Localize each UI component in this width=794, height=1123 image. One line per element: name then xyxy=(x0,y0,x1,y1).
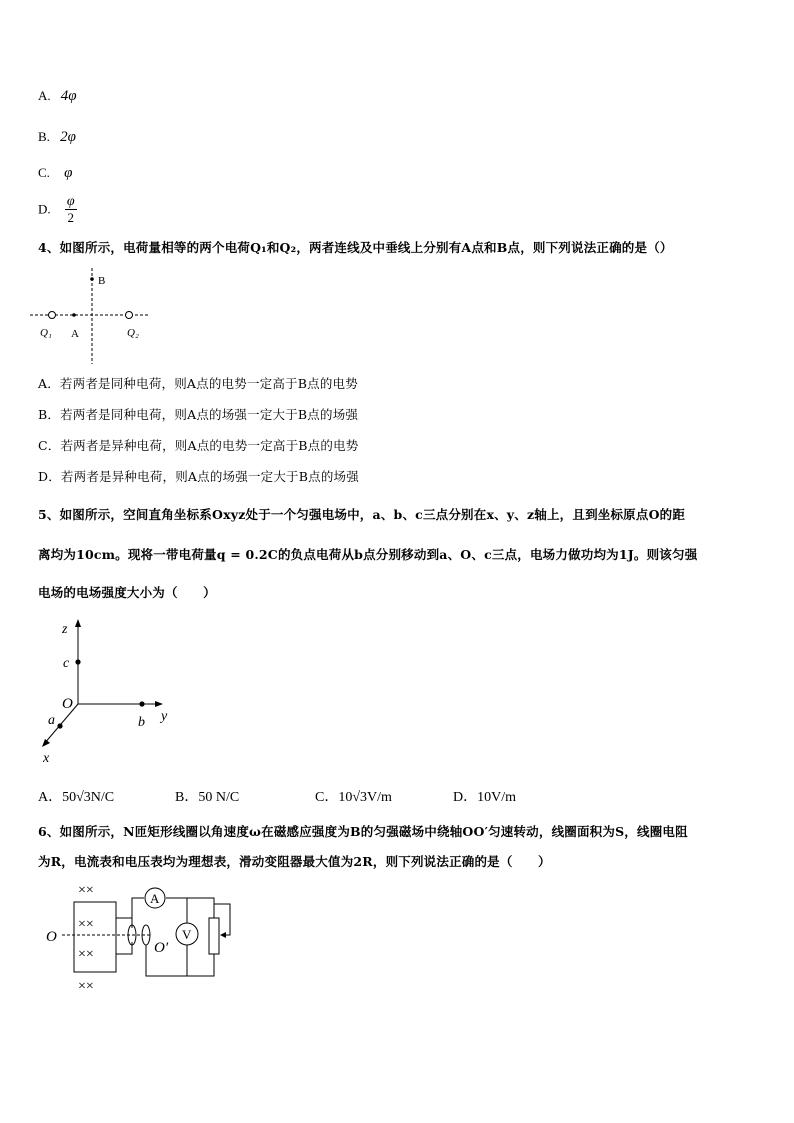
q6-line2: 为R，电流表和电压表均为理想表，滑动变阻器最大值为2R，则下列说法正确的是（ ） xyxy=(38,854,551,869)
label-q2: Q₂ xyxy=(127,327,139,339)
option-letter: C. xyxy=(38,165,50,180)
charge-q1 xyxy=(49,312,56,319)
q5-axes-figure xyxy=(36,616,186,766)
option-letter: C． xyxy=(315,790,339,805)
option-letter: B. xyxy=(38,129,50,144)
option-value: 10V/m xyxy=(477,790,517,805)
q4-figure xyxy=(30,268,160,368)
charge-q2 xyxy=(126,312,133,319)
q5-option-c xyxy=(315,786,392,806)
option-value: 10√3V/m xyxy=(338,790,392,805)
q6-line1: 6、如图所示，N匝矩形线圈以角速度ω在磁感应强度为B的匀强磁场中绕轴OO′匀速转动，线圈面积为S，线圈电阻 xyxy=(38,824,688,839)
label-y: y xyxy=(161,709,168,724)
point-b xyxy=(90,277,94,281)
field-crosses-top: ×× xyxy=(78,883,94,898)
q5-option-d xyxy=(453,786,516,806)
q3-option-b xyxy=(38,129,76,146)
q4-option-a: A．若两者是同种电荷，则A点的电势一定高于B点的电势 xyxy=(38,376,358,391)
q4-option-d: D．若两者是异种电荷，则A点的场强一定大于B点的场强 xyxy=(38,469,359,484)
option-value: φ xyxy=(64,165,73,181)
option-value: 2φ xyxy=(60,129,76,145)
q3-option-d xyxy=(38,194,77,225)
q5-line1: 5、如图所示，空间直角坐标系Oxyz处于一个匀强电场中，a、b、c三点分别在x、y、z轴上，且到坐标原点O的距 xyxy=(38,507,686,522)
option-letter: A. xyxy=(38,88,51,103)
option-letter: A． xyxy=(38,790,63,805)
q3-option-c xyxy=(38,165,72,182)
label-o: O xyxy=(46,929,57,945)
point-a xyxy=(72,313,76,317)
label-o-prime: O′ xyxy=(154,940,169,956)
q5-option-b xyxy=(175,786,239,806)
label-q1: Q₁ xyxy=(40,327,52,339)
z-arrow xyxy=(75,619,81,627)
label-o: O xyxy=(62,696,73,712)
q5-line3: 电场的电场强度大小为（ ） xyxy=(38,585,216,600)
field-crosses-row2: ×× xyxy=(78,917,94,932)
option-value: 50 N/C xyxy=(198,790,240,805)
option-value: 4φ xyxy=(60,88,77,104)
q4-option-c: C．若两者是异种电荷，则A点的电势一定高于B点的电势 xyxy=(38,438,359,453)
rheostat xyxy=(209,918,219,954)
point-a xyxy=(57,723,62,728)
field-crosses-bottom: ×× xyxy=(78,979,94,994)
label-a: a xyxy=(48,713,55,728)
label-b: b xyxy=(138,715,145,730)
label-z: z xyxy=(62,622,68,637)
label-x: x xyxy=(43,751,50,766)
q4-stem: 4、如图所示，电荷量相等的两个电荷Q₁和Q₂，两者连线及中垂线上分别有A点和B点，则下列说法正确的是（） xyxy=(38,240,673,255)
voltmeter-label: V xyxy=(182,927,192,942)
fraction-denominator: 2 xyxy=(67,210,75,225)
label-a: A xyxy=(71,328,79,340)
label-c: c xyxy=(63,656,70,671)
ammeter-label: A xyxy=(150,891,160,906)
field-crosses-row3: ×× xyxy=(78,947,94,962)
point-b xyxy=(139,701,144,706)
point-c xyxy=(75,659,80,664)
wire-top-right xyxy=(166,898,214,918)
wire-top xyxy=(132,898,144,925)
option-value: 50√3N/C xyxy=(62,790,115,805)
q6-circuit-figure xyxy=(40,878,250,996)
option-letter: D． xyxy=(453,790,478,805)
fraction xyxy=(65,194,77,225)
option-letter: D. xyxy=(38,201,51,217)
fraction-numerator: φ xyxy=(66,194,75,209)
q4-option-b: B．若两者是同种电荷，则A点的场强一定大于B点的场强 xyxy=(38,407,359,422)
y-arrow xyxy=(155,701,163,707)
option-letter: B． xyxy=(175,790,199,805)
x-arrow xyxy=(42,739,50,747)
q3-option-a xyxy=(38,88,77,105)
q5-option-a xyxy=(38,786,114,806)
label-b: B xyxy=(98,275,106,287)
slider-arrow xyxy=(220,932,226,938)
q5-line2: 离均为10cm。现将一带电荷量q = 0.2C的负点电荷从b点分别移动到a、O、c三点，电场力做功均为1J。则该匀强 xyxy=(38,547,698,562)
